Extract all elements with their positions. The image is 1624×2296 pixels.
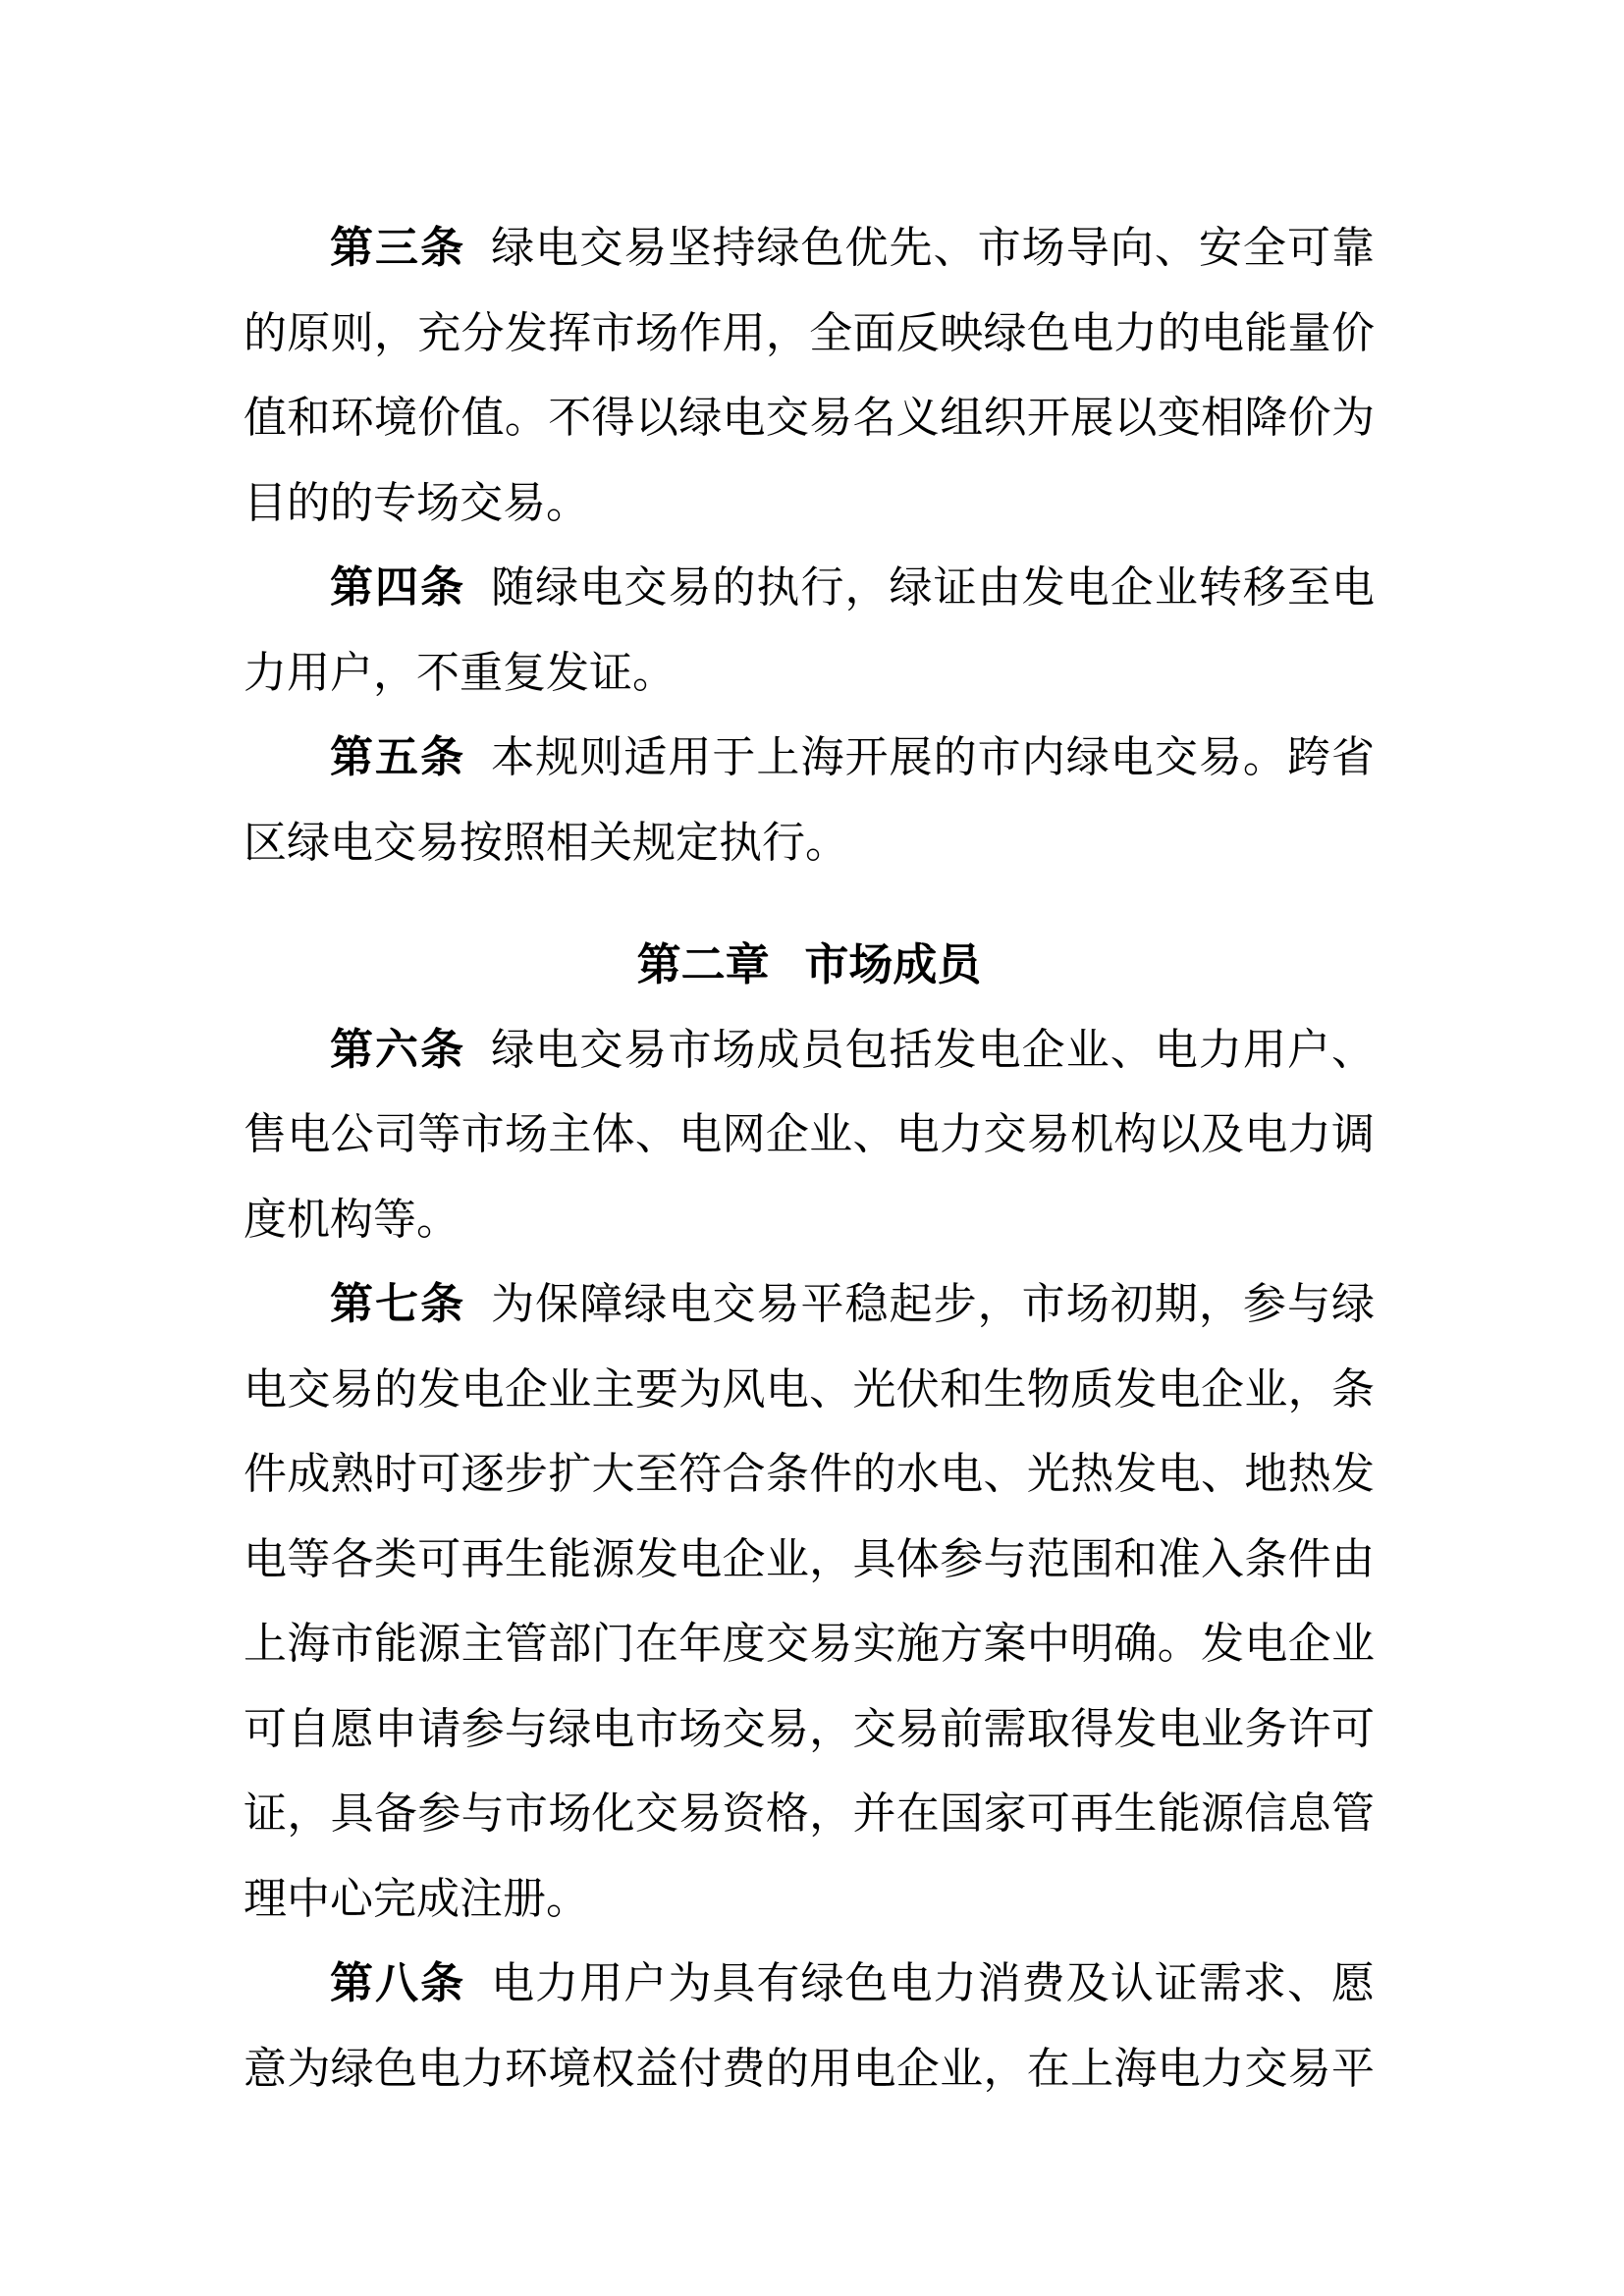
body-line [244, 1178, 1375, 1263]
line-text: 随绿电交易的执行，绿证由发电企业转移至电 [491, 563, 1376, 612]
line-text: 度机构等。 [244, 1195, 460, 1244]
chapter-heading: 第二章 市场成员 [636, 938, 982, 990]
line-text: 绿电交易坚持绿色优先、市场导向、安全可靠 [491, 224, 1376, 272]
article-number: 第六条 [330, 1024, 466, 1075]
line-text: 力用户，不重复发证。 [244, 648, 676, 697]
line-text: 证，具备参与市场化交易资格，并在国家可再生能源信息管 [244, 1789, 1375, 1838]
body-line [244, 2027, 1375, 2112]
line-text: 值和环境价值。不得以绿电交易名义组织开展以变相降价为 [244, 394, 1375, 442]
body-line [244, 461, 1375, 547]
body-line [244, 1093, 1375, 1178]
body-line [244, 1262, 1375, 1348]
body-line [244, 292, 1375, 377]
article-number: 第三条 [330, 223, 466, 273]
body-line [244, 1008, 1375, 1094]
line-text: 售电公司等市场主体、电网企业、电力交易机构以及电力调 [244, 1110, 1375, 1158]
line-text: 为保障绿电交易平稳起步，市场初期，参与绿 [491, 1280, 1376, 1328]
line-text: 理中心完成注册。 [244, 1874, 589, 1923]
line-text: 可自愿申请参与绿电市场交易，交易前需取得发电业务许可 [244, 1704, 1375, 1753]
body-line [244, 1687, 1375, 1773]
body-line [244, 716, 1375, 801]
body-line [244, 1772, 1375, 1857]
article-number: 第四条 [330, 562, 466, 613]
article-number: 第七条 [330, 1279, 466, 1329]
line-text: 本规则适用于上海开展的市内绿电交易。跨省 [491, 733, 1376, 781]
body-line [244, 206, 1375, 292]
line-text: 电力用户为具有绿色电力消费及认证需求、愿 [491, 1959, 1376, 2007]
line-text: 电交易的发电企业主要为风电、光伏和生物质发电企业，条 [244, 1364, 1375, 1414]
line-text: 件成熟时可逐步扩大至符合条件的水电、光热发电、地热发 [244, 1450, 1375, 1498]
body-line [244, 1518, 1375, 1603]
line-text: 上海市能源主管部门在年度交易实施方案中明确。发电企业 [244, 1620, 1375, 1668]
body-line [244, 1432, 1375, 1518]
line-text: 绿电交易市场成员包括发电企业、电力用户、 [491, 1025, 1376, 1074]
body-line [244, 1942, 1375, 2027]
body-line [244, 631, 1375, 717]
line-text: 目的的专场交易。 [244, 478, 589, 527]
body-line [244, 1602, 1375, 1687]
page-body [244, 206, 1375, 2111]
article-number: 第八条 [330, 1958, 466, 2008]
line-text: 区绿电交易按照相关规定执行。 [244, 818, 848, 867]
body-line [244, 376, 1375, 461]
line-text: 的原则，充分发挥市场作用，全面反映绿色电力的电能量价 [244, 308, 1375, 357]
line-text: 电等各类可再生能源发电企业，具体参与范围和准入条件由 [244, 1534, 1375, 1583]
body-line [244, 801, 1375, 886]
article-number: 第五条 [330, 732, 466, 782]
body-line [244, 546, 1375, 631]
body-line [244, 1348, 1375, 1433]
line-text: 意为绿色电力环境权益付费的用电企业，在上海电力交易平 [244, 2044, 1375, 2093]
body-line [244, 1857, 1375, 1943]
